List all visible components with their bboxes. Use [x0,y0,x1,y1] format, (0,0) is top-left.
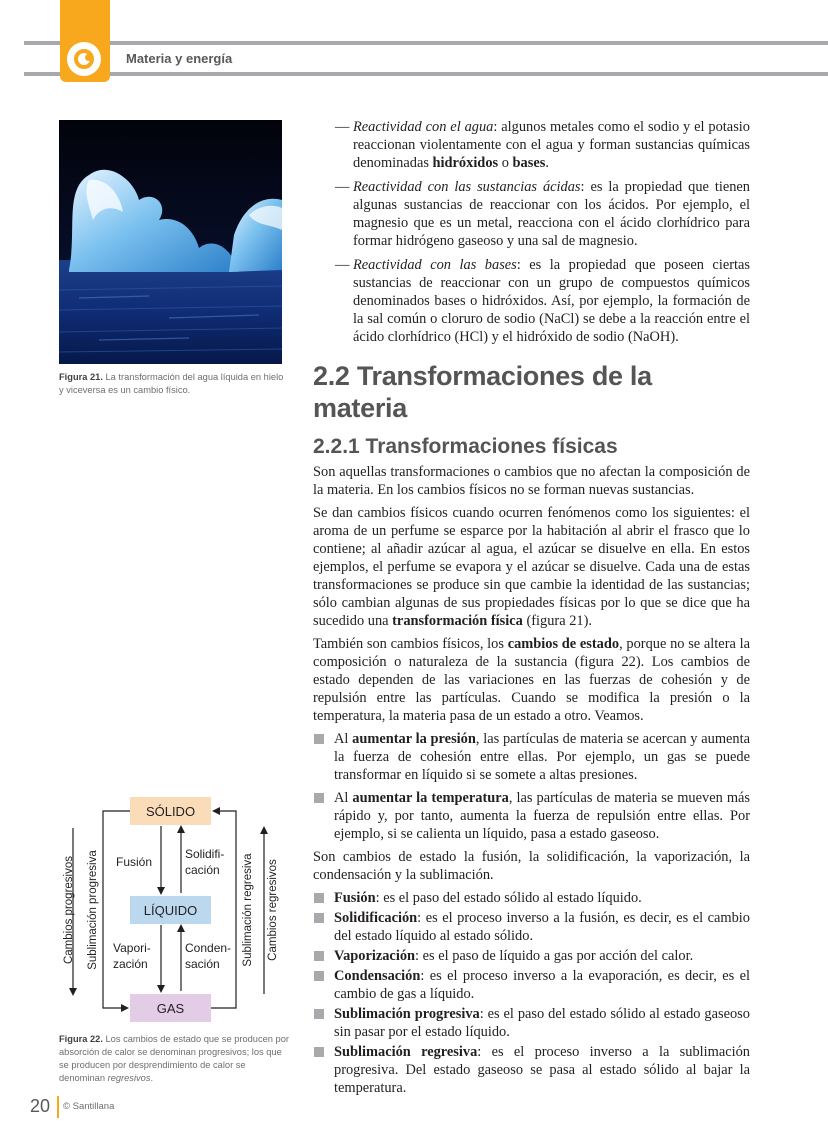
reactivity-term: Reactividad con las sustancias ácidas [353,179,581,195]
bullet-square-icon [314,793,324,803]
bullet-square-icon [314,734,324,744]
definition-item [313,967,750,1003]
paragraph-text: (figura 21). [522,613,592,629]
solidificacion-line2: cación [185,863,220,877]
definition-text: : es el proceso inverso a la evaporación, es decir, es el cambio de gas a líquido. [334,968,750,1002]
reactivity-text: : algunos metales como el sodio y el potasio reaccionan violentamente con el agua y forman sustancias químicas denominadas [353,119,750,171]
bullet-text: Al [334,790,353,806]
definition-item [313,947,750,965]
paragraph-4: Son cambios de estado la fusión, la solidificación, la vaporización, la condensación y la sublimación. [313,849,750,883]
liquido-label: LÍQUIDO [143,902,198,918]
cambios-regresivos-label: Cambios regresivos [267,859,279,961]
definition-text: : es el paso de líquido a gas por acción del calor. [415,948,694,964]
gas-label: GAS [156,1000,185,1016]
paragraph-1: Son aquellas transformaciones o cambios que no afectan la composición de la materia. En los cambios físicos no se forman nuevas sustancias. [313,464,750,498]
reactivity-text: : es la propiedad que poseen ciertas sustancias de reaccionar con un grupo de compuestos químicos denominados bases o hidróxidos. Así, por ejemplo, la formación de la sal común o cloruro de sodio (NaCl) se debe a la reacción entre el ácido clorhídrico (HCl) y el hidróxido de sodio (NaOH). [353,257,750,345]
definition-text: : es el proceso inverso a la sublimación progresiva. Del estado gaseoso se pasa al estado sólido al bajar la temperatura. [334,1044,750,1096]
condensacion-line1: Conden- [185,941,232,955]
paragraph-text: Se dan cambios físicos cuando ocurren fenómenos como los siguientes: el aroma de un perfume se esparce por la habitación al abrir el frasco que lo contiene; al añadir azúcar al agua, el azúcar se disuelve en ella. En estos ejemplos, el perfume se evapora y el azúcar se disuelve. Cada una de estas transformaciones se produce sin que cambie la identidad de las sustancias; sólo cambian algunas de sus propiedades físicas por lo que se dice que ha sucedido una [313,505,750,629]
condensacion-label [185,940,231,972]
bullet-square-icon [314,913,324,923]
definition-item [313,909,750,945]
vaporizacion-line2: zación [113,957,148,971]
figure-22-text-1: Los cambios de estado que se producen por absorción de calor se denominan progresivos; los que se producen por desprendimiento de calor se denominan [59,1034,289,1083]
sublimacion-progresiva-arrow [103,811,130,1008]
bullet-text: , las partículas de materia se mueven más rápido y, por tanto, aumenta la fuerza de repulsión entre ellas. Por ejemplo, si se calienta un líquido, pasa a estado gaseoso. [334,790,750,842]
reactivity-text: : es la propiedad que tienen algunas sustancias de reaccionar con los ácidos. Por ejemplo, el magnesio que es un metal, reacciona con el ácido clorhídrico para formar hidrógeno gaseoso y una sal de magnesio. [353,179,750,249]
states-of-matter-diagram [54,794,294,1026]
figure-22-label: Figura 22. [59,1034,103,1044]
footer-separator [57,1096,59,1118]
figure-22-italic: regresivos [107,1073,151,1083]
reactivity-text: . [545,155,549,171]
cambios-progresivos-label: Cambios progresivos [63,856,75,965]
bullet-square-icon [314,951,324,961]
definition-term: Sublimación regresiva [334,1044,478,1060]
bullet-square-icon [314,1047,324,1057]
subsection-heading: 2.2.1 Transformaciones físicas [313,435,618,458]
reactivity-text: o [498,155,513,171]
definition-text: : es el paso del estado sólido al estado líquido. [375,890,642,906]
reactivity-item [313,118,750,172]
bullet-square-icon [314,1009,324,1019]
header-rule-bottom [24,72,828,76]
section-title: Materia y energía [126,51,233,66]
solidificacion-line1: Solidifi- [185,847,225,861]
paragraph-3 [313,635,750,725]
figure-21-caption [59,371,284,397]
bullet-square-icon [314,893,324,903]
reactivity-item [313,256,750,346]
paragraph-text: , porque no se altera la composición o naturaleza de la sustancia (figura 22). Los cambios de estado dependen de las variaciones en las fuerzas de cohesión y de repulsión entre las partículas. Cuando se modifica la presión o la temperatura, la materia pasa de un estado a otro. Veamos. [313,636,750,724]
definition-text: : es el proceso inverso a la fusión, es decir, es el cambio del estado líquido al estado sólido. [334,910,750,944]
iceberg-photo [59,120,282,364]
main-text-column [313,118,750,1099]
bullet-text: Al [334,731,353,747]
bullet-item [313,789,750,843]
definition-term: Sublimación progresiva [334,1006,480,1022]
reactivity-term: Reactividad con el agua [353,119,494,135]
condensacion-line2: sación [185,957,220,971]
figure-21-text: La transformación del agua líquida en hielo y viceversa es un cambio físico. [59,372,284,395]
bullet-bold: aumentar la temperatura [352,790,509,806]
figure-22-caption [59,1033,294,1085]
page-number: 20 [30,1096,51,1116]
series-logo-dot [85,54,92,61]
reactivity-bold: hidróxidos [432,155,499,171]
figure-22-text-2: . [150,1073,154,1083]
definition-term: Condensación [334,968,421,984]
bullet-bold: aumentar la presión [352,731,476,747]
definition-term: Fusión [334,890,376,906]
vaporizacion-line1: Vapori- [113,941,151,955]
definition-item [313,1005,750,1041]
solidificacion-label [185,846,224,878]
definition-term: Vaporización [334,948,416,964]
paragraph-2 [313,504,750,630]
fusion-label: Fusión [116,855,153,869]
reactivity-item [313,178,750,250]
sublimacion-regresiva-label: Sublimación regresiva [242,853,254,967]
sublimacion-progresiva-label: Sublimación progresiva [87,850,99,970]
header-rule-top [24,41,828,45]
paragraph-bold: transformación física [392,613,523,629]
vaporizacion-label [113,940,151,972]
solido-label: SÓLIDO [145,803,196,819]
paragraph-bold: cambios de estado [507,636,620,652]
bullet-item [313,730,750,784]
section-heading: 2.2 Transformaciones de la materia [313,361,652,423]
bullet-text: , las partículas de materia se acercan y aumenta la fuerza de cohesión entre ellas. Por ejemplo, un gas se puede transformar en líquido si se somete a altas presiones. [334,731,750,783]
dash-marker: — [335,257,350,273]
reactivity-term: Reactividad con las bases [353,257,517,273]
paragraph-text: También son cambios físicos, los [313,636,508,652]
definition-item [313,1043,750,1097]
sublimacion-regresiva-arrow [211,811,236,1008]
reactivity-bold: bases [512,155,546,171]
definition-term: Solidificación [334,910,418,926]
definition-text: : es el paso del estado sólido al estado gaseoso sin pasar por el estado líquido. [334,1006,750,1040]
dash-marker: — [335,119,350,135]
publisher: © Santillana [63,1101,115,1112]
definition-item [313,889,750,907]
dash-marker: — [335,179,350,195]
bullet-square-icon [314,971,324,981]
figure-21-label: Figura 21. [59,372,103,382]
